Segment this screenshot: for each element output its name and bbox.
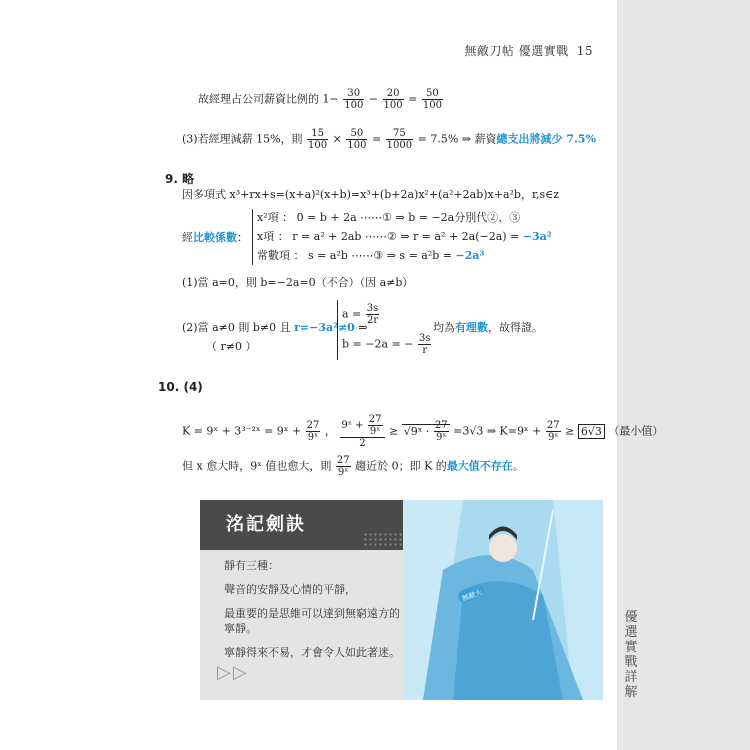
- am-gm-fraction: 9ˣ + $\frac{27}{\text{9ˣ}}$ 2: [340, 414, 384, 449]
- fraction: $\frac{75}{1000}$: [386, 128, 413, 151]
- cut-text: (3)若經理減薪 15%，則: [182, 132, 303, 146]
- svg-text:無敵大: 無敵大: [460, 588, 484, 604]
- swordsman-icon: [403, 500, 603, 700]
- running-header: [464, 42, 593, 59]
- sword-tip-panel: [200, 500, 603, 700]
- arrows-icon: ▷▷: [217, 662, 249, 683]
- boxed-answer: 6√3: [578, 424, 605, 439]
- side-chapter-label: 優 選 實 戰 詳 解: [624, 610, 638, 700]
- system-brace: [252, 209, 253, 265]
- panel-title: 洺記劍訣: [200, 500, 405, 550]
- system-line-2: x項 ： r = a² + 2ab ⋯⋯② ⇒ r = a² + 2a(−2a) = −3a²: [257, 230, 552, 243]
- fraction: $\frac{30}{100}$: [344, 88, 364, 111]
- case-brace: [337, 300, 338, 360]
- system-line-3: 常數項 ： s = a²b ⋯⋯③ ⇒ s = a²b = −2a³: [257, 249, 485, 262]
- answer-highlight: 總支出將減少 7.5%: [496, 132, 596, 146]
- fraction: $\frac{15}{100}$: [308, 128, 328, 151]
- a-value: a = $\frac{3s}{2r}$: [342, 303, 379, 326]
- conclusion: 均為有理數，故得證。: [433, 321, 543, 334]
- question-9: 9. 略: [165, 172, 195, 186]
- case-2: (2)當 a≠0 則 b≠0 且 r=−3a²≠0 ⇒: [182, 321, 368, 334]
- fraction: $\frac{50}{100}$: [347, 128, 367, 151]
- fraction: $\frac{50}{100}$: [422, 88, 442, 111]
- dot-pattern: [363, 532, 403, 546]
- salary-cut-line: (3)若經理減薪 15%，則 $\frac{15}{100}$ × $\frac{50}{100}$ = $\frac{75}{1000}$ = 7.5% ⇒ 薪資總支出將減少 7.5%: [182, 128, 596, 151]
- panel-text: 靜有三種： 聲音的安靜及心情的平靜， 最重要的是思維可以達到無窮遠方的寧靜。 寧靜得來不易，才會令人如此著迷。: [224, 559, 400, 659]
- q10-conclusion: 但 x 愈大時，9ˣ 值也愈大，則 $\frac{27}{\text{9ˣ}}$ 趨近於 0；即 K 的最大值不存在。: [182, 455, 524, 478]
- k-expression: K = 9ˣ + 3³⁻²ˣ = 9ˣ + $\frac{27}{\text{9ˣ}}$ ， 9ˣ + $\frac{27}{\text{9ˣ}}$ 2 ≥ √9ˣ · $\frac{27}{\text{9ˣ}}$ =3√3 ⇒ K=9ˣ + $\frac{27}{\text{9ˣ}}$ ≥ 6√3 （最小值）: [182, 414, 664, 449]
- fraction: $\frac{20}{100}$: [383, 88, 403, 111]
- page-number: 15: [576, 44, 593, 58]
- ratio-text: 故經理占公司薪資比例的 1−: [198, 92, 339, 106]
- b-value: b = −2a = − $\frac{3s}{r}$: [342, 333, 431, 356]
- case-2-note: （ r≠0 ）: [206, 340, 257, 353]
- system-line-1: x²項 ： 0 = b + 2a ⋯⋯① ⇒ b = −2a分別代②、③: [257, 211, 521, 224]
- case-1: (1)當 a=0，則 b=−2a=0（不合）（因 a≠b）: [182, 276, 414, 289]
- swordsman-illustration: [403, 500, 603, 700]
- compare-label: 經比較係數：: [182, 231, 248, 244]
- question-10: 10. (4): [158, 380, 203, 394]
- ratio-line: 故經理占公司薪資比例的 1− $\frac{30}{100}$ − $\frac{20}{100}$ = $\frac{50}{100}$: [198, 88, 442, 111]
- header-title: 無敵刀帖 優選實戰: [464, 44, 569, 58]
- q9-intro: 因多項式 x³+rx+s=(x+a)²(x+b)=x³+(b+2a)x²+(a²+2ab)x+a²b，r,s∈z: [182, 188, 560, 201]
